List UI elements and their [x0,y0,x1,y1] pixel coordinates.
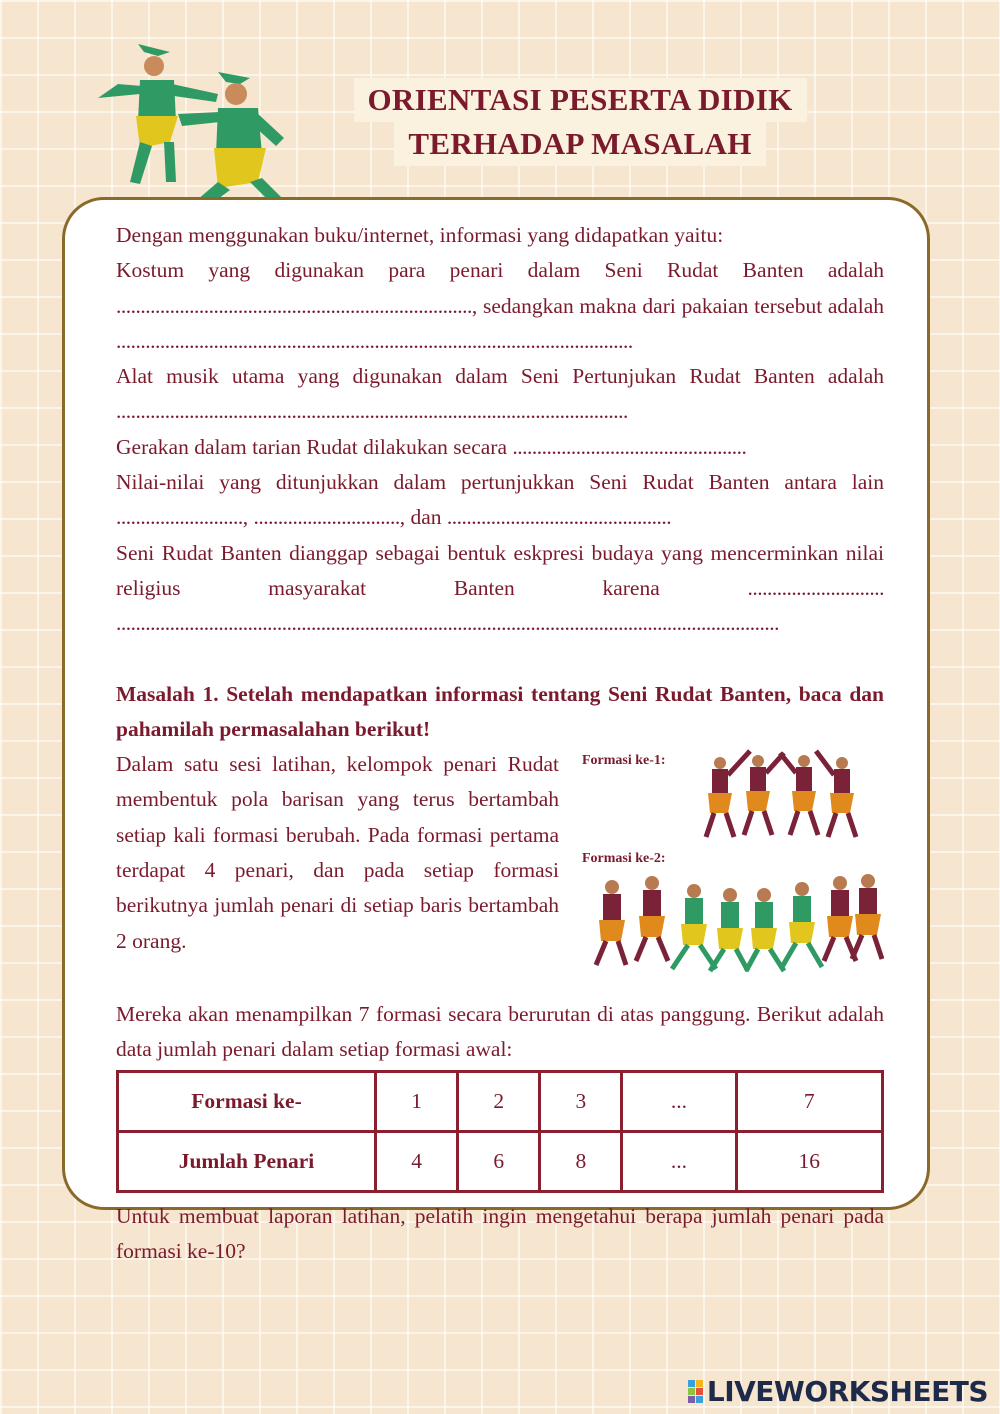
problem-heading: Masalah 1. Setelah mendapatkan informasi tentang Seni Rudat Banten, baca dan pahamilah permasalahan berikut! [116,681,884,741]
title-line-1: ORIENTASI PESERTA DIDIK [354,78,807,122]
figure-label-2: Formasi ke-2: [582,851,666,867]
question-religious-text: Seni Rudat Banten dianggap sebagai bentuk eskpresi budaya yang mencerminkan nilai religius masyarakat Banten karena [116,540,884,600]
table-header-formation: Formasi ke- [118,1071,376,1131]
formation-1-dancers-illustration [700,747,865,847]
problem-continuation: Mereka akan menampilkan 7 formasi secara berurutan di atas panggung. Berikut adalah data jumlah penari dalam setiap formasi awal: [116,1002,884,1062]
question-instrument [116,359,884,430]
blank-instrument[interactable]: ......................................................................................................... [116,399,628,424]
table-cell: 8 [540,1131,622,1191]
formation-2-dancers-illustration [590,865,884,975]
blank-movement[interactable]: ................................................ [512,434,747,459]
liveworksheets-logo-text: LIVEWORKSHEETS [706,1375,988,1408]
table-cell: ... [622,1131,736,1191]
table-cell: 7 [736,1071,882,1131]
blank-costume-meaning[interactable]: .......................................................................................................... [116,328,633,353]
problem-story-section [116,747,884,997]
page-title [340,78,820,166]
question-values-and: , dan [399,505,442,530]
table-cell: 3 [540,1071,622,1131]
question-instrument-text: Alat musik utama yang digunakan dalam Seni Pertunjukan Rudat Banten adalah [116,364,884,389]
table-cell: 2 [458,1071,540,1131]
question-movement-text: Gerakan dalam tarian Rudat dilakukan secara [116,434,507,459]
table-cell: 6 [458,1131,540,1191]
question-costume-text: Kostum yang digunakan para penari dalam Seni Rudat Banten adalah [116,258,884,283]
blank-value-2[interactable]: .............................. [253,505,400,530]
formation-table [116,1070,884,1193]
question-values: Nilai-nilai yang ditunjukkan dalam pertunjukkan Seni Rudat Banten antara lain .........................., .............................., dan .............................................. [116,470,884,530]
table-row [118,1071,883,1131]
figure-label-1: Formasi ke-1: [582,753,666,769]
table-cell: ... [622,1071,736,1131]
table-header-dancer-count: Jumlah Penari [118,1131,376,1191]
blank-value-1[interactable]: .......................... [116,505,243,530]
blank-religious-2[interactable]: ........................................................................................................................................ [116,611,779,636]
problem-question: Untuk membuat laporan latihan, pelatih ingin mengetahui berapa jumlah penari pada formasi ke-10? [116,1203,884,1264]
blank-value-3[interactable]: .............................................. [446,505,672,530]
question-values-text: Nilai-nilai yang ditunjukkan dalam pertunjukkan Seni Rudat Banten antara lain [116,470,884,495]
formation-figures [576,747,884,997]
question-religious [116,536,884,642]
liveworksheets-logo-icon [688,1380,703,1403]
question-costume-text-2: , sedangkan makna dari pakaian tersebut adalah [471,293,884,318]
question-movement [116,430,884,465]
question-costume [116,253,884,359]
worksheet-content [116,218,884,1269]
liveworksheets-logo[interactable] [688,1375,988,1408]
table-cell: 4 [376,1131,458,1191]
table-cell: 16 [736,1131,882,1191]
blank-costume[interactable]: ......................................................................... [116,293,472,318]
problem-story: Dalam satu sesi latihan, kelompok penari Rudat membentuk pola barisan yang terus bertambah setiap kali formasi berubah. Pada formasi pertama terdapat 4 penari, dan pada setiap formasi berikutnya jumlah penari di setiap baris bertambah 2 orang. [116,752,559,953]
intro-lead: Dengan menggunakan buku/internet, informasi yang didapatkan yaitu: [116,223,724,247]
blank-religious-1[interactable]: ............................ [747,575,884,600]
table-cell: 1 [376,1071,458,1131]
title-line-2: TERHADAP MASALAH [394,122,765,166]
table-row [118,1131,883,1191]
